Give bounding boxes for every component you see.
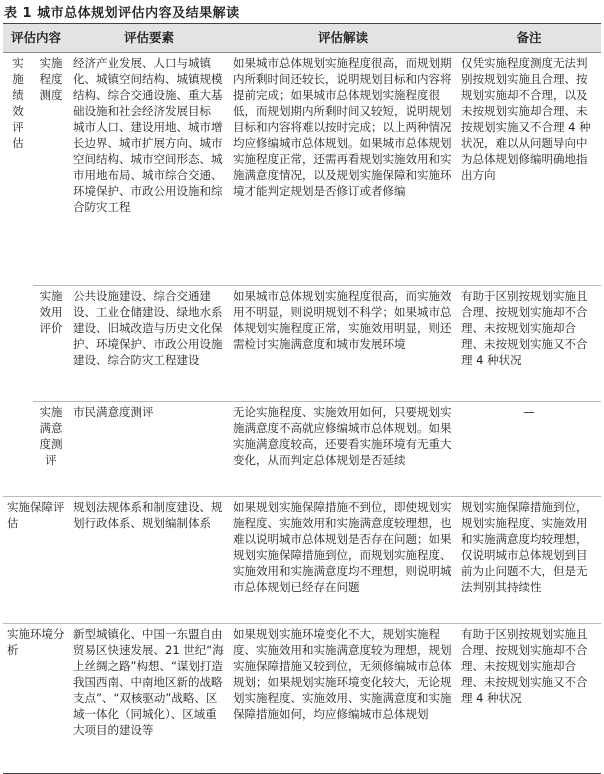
elements-cell: 经济产业发展、人口与城镇化、城镇空间结构、城镇规模结构、综合交通设施、重大基础设施和社会经济发展目标 城市人口、建设用地、城市增长边界、城市扩展方向、城市空间结构、城市空间形态、城市用地布局、城市综合交通、环境保护、市政公用设施和综合防灾工程 (69, 53, 229, 286)
interpretation-cell: 如果城市总体规划实施程度很高，而规划期内所剩时间还较长，说明规划目标和内容将提前完成；如果城市总体规划实施程度很低，而规划期内所剩时间又较短，说明规划目标和内容将难以按时完成；以上两种情况均应修编城市总体规划。如果城市总体规划实施程度正常，还需再看规划实施效用和实施满意度情况，以及规划实施保障和实施环境才能判定规划是否修订或者修编 (229, 53, 457, 286)
group-label-environment: 实施环境分析 (3, 624, 69, 774)
header-content: 评估内容 (3, 24, 69, 53)
interpretation-cell: 如果规划实施环境变化不大，规划实施程度、实施效用和实施满意度较为理想，规划实施保障措施又较到位，无须修编城市总体规划；如果规划实施环境变化较大，无论规划实施程度、实施效用、实施满意度和实施保障措施如何，均应修编城市总体规划 (229, 624, 457, 774)
sub-label: 实施程度测度 (33, 53, 69, 286)
remarks-cell: 仅凭实施程度测度无法判别按规划实施且合理、按规划实施却不合理，以及未按规划实施却合理、未按规划实施又不合理 4 种状况，难以从问题导向中为总体规划修编明确地指出方向 (457, 53, 601, 286)
table-row (3, 497, 601, 624)
table-row (3, 624, 601, 774)
sub-label: 实施满意度测评 (33, 402, 69, 497)
elements-cell: 公共设施建设、综合交通建设、工业仓储建设、绿地水系建设、旧城改造与历史文化保护、环境保护、市政公用设施建设、综合防灾工程建设 (69, 286, 229, 402)
table-row (3, 402, 601, 497)
elements-cell: 新型城镇化、中国一东盟自由贸易区快速发展、21 世纪“海上丝绸之路”构想、“谋划打造我国西南、中南地区新的战略支点”、“双核驱动”战略、区域一体化（同城化）、区域重大项目的建设等 (69, 624, 229, 774)
table-row (3, 286, 601, 402)
header-elements: 评估要素 (69, 24, 229, 53)
interpretation-cell: 如果规划实施保障措施不到位，即使规划实施程度、实施效用和实施满意度较理想，也难以说明城市总体规划是否存在问题；如果规划实施保障措施到位，而规划实施程度、实施效用和实施满意度均不理想，则说明城市总体规划已经存在问题 (229, 497, 457, 624)
evaluation-table (3, 23, 601, 774)
table-caption: 表 1 城市总体规划评估内容及结果解读 (4, 6, 240, 21)
remarks-cell: 有助于区别按规划实施且合理、按规划实施却不合理、未按规划实施却合理、未按规划实施又不合理 4 种状况 (457, 286, 601, 402)
group-label-performance: 实施绩效评估 (3, 53, 33, 497)
header-remarks: 备注 (457, 24, 601, 53)
sub-label: 实施效用评价 (33, 286, 69, 402)
remarks-cell: 有助于区别按规划实施且合理、按规划实施却不合理、未按规划实施却合理、未按规划实施又不合理 4 种状况 (457, 624, 601, 774)
table-header-row (3, 24, 601, 53)
interpretation-cell: 如果城市总体规划实施程度很高，而实施效用不明显，则说明规划不科学；如果城市总体规划实施程度正常，实施效用明显，则还需检讨实施满意度和城市发展环境 (229, 286, 457, 402)
header-interpretation: 评估解读 (229, 24, 457, 53)
remarks-cell: — (457, 402, 601, 497)
table-row (3, 53, 601, 286)
elements-cell: 规划法规体系和制度建设、规划行政体系、规划编制体系 (69, 497, 229, 624)
elements-cell: 市民满意度测评 (69, 402, 229, 497)
remarks-cell: 规划实施保障措施到位，规划实施程度、实施效用和实施满意度均较理想，仅说明城市总体规划到目前为止问题不大，但是无法判别其持续性 (457, 497, 601, 624)
group-label-guarantee: 实施保障评估 (3, 497, 69, 624)
interpretation-cell: 无论实施程度、实施效用如何，只要规划实施满意度不高就应修编城市总体规划。如果实施满意度较高，还要看实施环境有无重大变化，从而判定总体规划是否延续 (229, 402, 457, 497)
